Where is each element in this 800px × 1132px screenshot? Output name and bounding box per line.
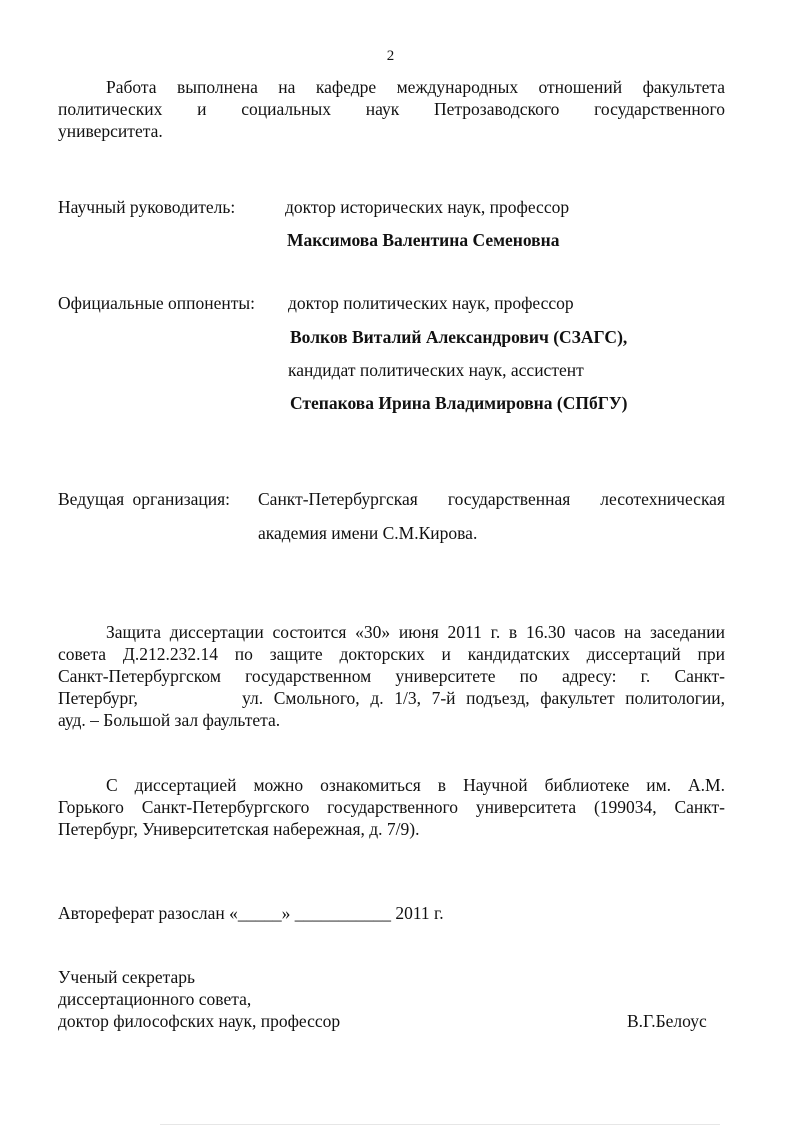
opponent-1-name: Волков Виталий Александрович (СЗАГС), bbox=[290, 327, 628, 347]
supervisor-label: Научный руководитель: bbox=[58, 197, 236, 217]
opponent-1-title: доктор политических наук, профессор bbox=[288, 293, 574, 313]
page-number: 2 bbox=[386, 48, 395, 64]
intro-line-3: университета. bbox=[58, 121, 163, 141]
defense-line-3: Санкт-Петербургском государственном университете по адресу: г. Санкт- bbox=[58, 666, 725, 686]
opponent-2-name: Степакова Ирина Владимировна (СПбГУ) bbox=[290, 393, 628, 413]
library-line-1: С диссертацией можно ознакомиться в Научной библиотеке им. А.М. bbox=[106, 775, 725, 795]
leading-org-label: Ведущая организация: bbox=[58, 489, 231, 509]
leading-org-line-2: академия имени С.М.Кирова. bbox=[258, 523, 478, 543]
defense-line-2: совета Д.212.232.14 по защите докторских и кандидатских диссертаций при bbox=[58, 644, 725, 664]
intro-line-2: политических и социальных наук Петрозаводского государственного bbox=[58, 99, 725, 119]
opponents-label: Официальные оппоненты: bbox=[58, 293, 255, 313]
defense-line-1: Защита диссертации состоится «30» июня 2011 г. в 16.30 часов на заседании bbox=[106, 622, 725, 642]
secretary-line-3: доктор философских наук, профессор bbox=[58, 1011, 341, 1031]
supervisor-title: доктор исторических наук, профессор bbox=[285, 197, 570, 217]
library-line-2: Горького Санкт-Петербургского государственного университета (199034, Санкт- bbox=[58, 797, 725, 817]
opponent-2-title: кандидат политических наук, ассистент bbox=[288, 360, 584, 380]
supervisor-name: Максимова Валентина Семеновна bbox=[287, 230, 560, 250]
defense-line-5: ауд. – Большой зал фаультета. bbox=[58, 710, 281, 730]
defense-line-4-start: Петербург, bbox=[58, 688, 138, 708]
intro-line-1: Работа выполнена на кафедре международных отношений факультета bbox=[106, 77, 725, 97]
leading-org-line-1: Санкт-Петербургская государственная лесотехническая bbox=[258, 489, 725, 509]
secretary-name: В.Г.Белоус bbox=[627, 1011, 707, 1031]
secretary-line-1: Ученый секретарь bbox=[58, 967, 195, 987]
defense-line-4-end: ул. Смольного, д. 1/3, 7-й подъезд, факультет политологии, bbox=[242, 688, 725, 708]
secretary-line-2: диссертационного совета, bbox=[58, 989, 252, 1009]
scan-edge-line bbox=[160, 1124, 720, 1125]
library-line-3: Петербург, Университетская набережная, д. 7/9). bbox=[58, 819, 420, 839]
mailing-date-line: Автореферат разослан «_____» ___________ 2011 г. bbox=[58, 903, 444, 923]
